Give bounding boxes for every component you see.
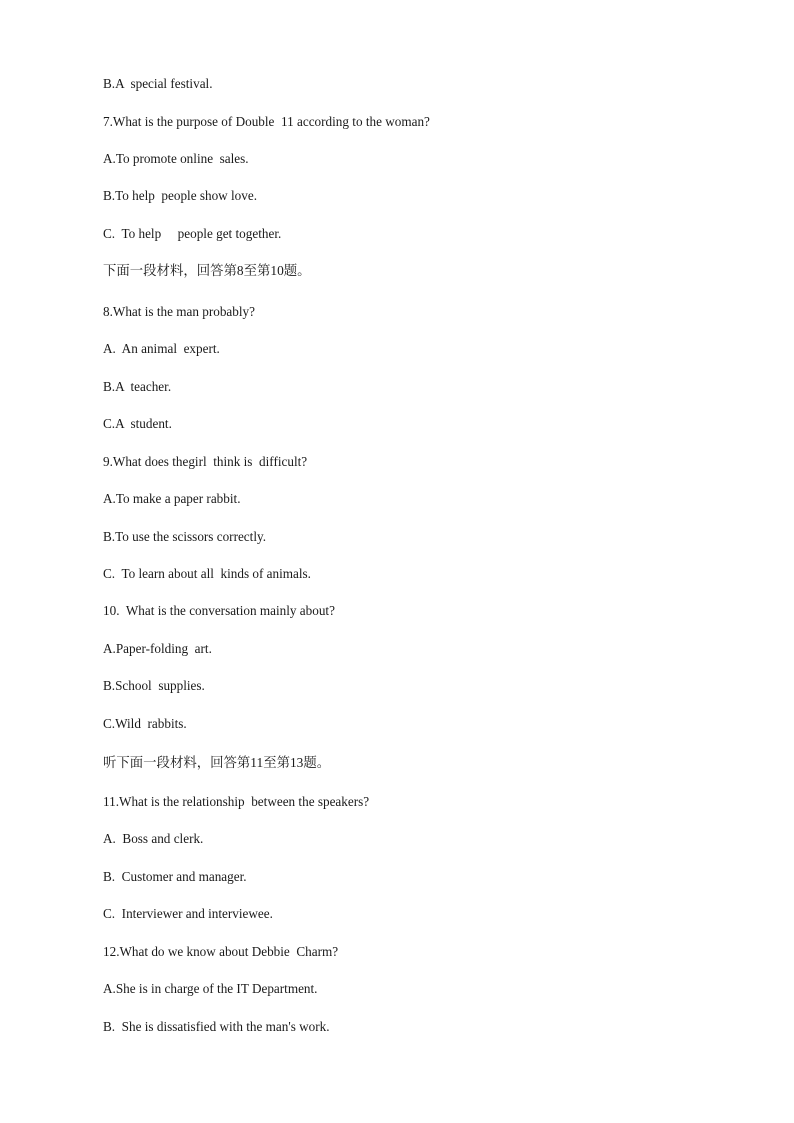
- option-6b: B.A special festival.: [103, 76, 213, 91]
- option-11b: B. Customer and manager.: [103, 869, 247, 884]
- section-instruction-8-10: 下面一段材料，回答第8至第10题。: [103, 263, 311, 278]
- option-9b: B.To use the scissors correctly.: [103, 529, 267, 544]
- option-10c: C.Wild rabbits.: [103, 716, 187, 731]
- option-9a: A.To make a paper rabbit.: [103, 491, 241, 506]
- option-7c: C. To help people get together.: [103, 226, 282, 241]
- option-9c: C. To learn about all kinds of animals.: [103, 566, 311, 581]
- option-11c: C. Interviewer and interviewee.: [103, 906, 273, 921]
- question-7: 7.What is the purpose of Double 11 according to the woman?: [103, 114, 430, 129]
- option-8c: C.A student.: [103, 416, 172, 431]
- option-8a: A. An animal expert.: [103, 341, 220, 356]
- question-10: 10. What is the conversation mainly about?: [103, 603, 335, 618]
- option-8b: B.A teacher.: [103, 379, 172, 394]
- section-instruction-11-13: 听下面一段材料，回答第11至第13题。: [103, 755, 331, 770]
- question-8: 8.What is the man probably?: [103, 304, 255, 319]
- option-10a: A.Paper-folding art.: [103, 641, 212, 656]
- option-7b: B.To help people show love.: [103, 188, 258, 203]
- option-7a: A.To promote online sales.: [103, 151, 249, 166]
- question-9: 9.What does thegirl think is difficult?: [103, 454, 308, 469]
- option-10b: B.School supplies.: [103, 678, 205, 693]
- question-12: 12.What do we know about Debbie Charm?: [103, 944, 339, 959]
- question-11: 11.What is the relationship between the speakers?: [103, 794, 370, 809]
- option-12b: B. She is dissatisfied with the man's work.: [103, 1019, 330, 1034]
- option-11a: A. Boss and clerk.: [103, 831, 204, 846]
- option-12a: A.She is in charge of the IT Department.: [103, 981, 318, 996]
